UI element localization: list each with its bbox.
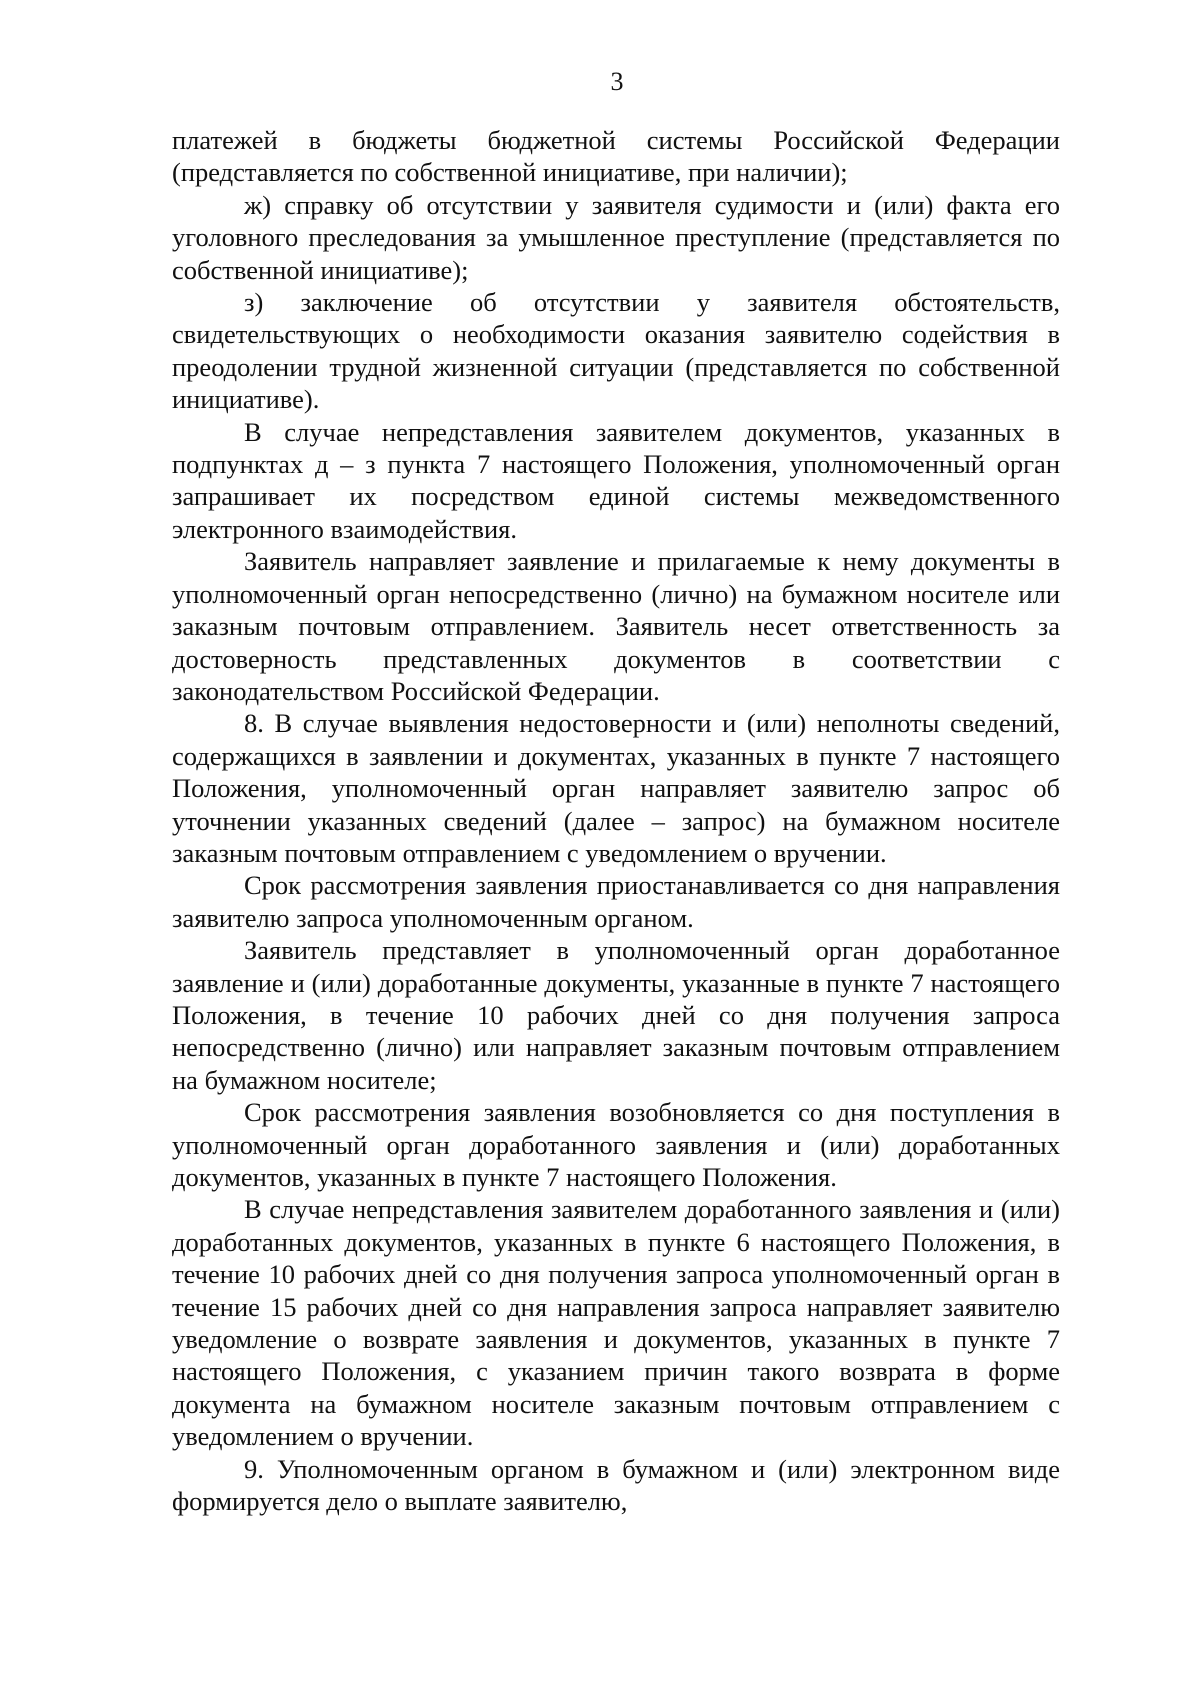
paragraph-item-zh: ж) справку об отсутствии у заявителя судимости и (или) факта его уголовного преследования за умышленное преступление (представляется по собственной инициативе);: [172, 189, 1060, 285]
document-body: [172, 124, 1060, 1517]
page-number: 3: [610, 67, 624, 96]
paragraph-suspension: Срок рассмотрения заявления приостанавливается со дня направления заявителю запроса уполномоченным органом.: [172, 870, 1060, 933]
paragraph-item-z: з) заключение об отсутствии у заявителя обстоятельств, свидетельствующих о необходимости оказания заявителю содействия в преодолении трудной жизненной ситуации (представляется по собственной инициативе).: [172, 287, 1060, 415]
paragraph-revised-submission: Заявитель представляет в уполномоченный орган доработанное заявление и (или) доработанные документы, указанные в пункте 7 настоящего Положения, в течение 10 рабочих дней со дня получения запроса непосредственно (лично) или направляет заказным почтовым отправлением на бумажном носителе;: [172, 935, 1060, 1095]
paragraph-interagency-request: В случае непредставления заявителем документов, указанных в подпунктах д – з пункта 7 настоящего Положения, уполномоченный орган запрашивает их посредством единой системы межведомственного электронного взаимодействия.: [172, 416, 1060, 544]
paragraph-resumption: Срок рассмотрения заявления возобновляется со дня поступления в уполномоченный орган доработанного заявления и (или) доработанных документов, указанных в пункте 7 настоящего Положения.: [172, 1097, 1060, 1192]
paragraph-clause-9: 9. Уполномоченным органом в бумажном и (или) электронном виде формируется дело о выплате заявителю,: [172, 1453, 1060, 1517]
paragraph-clause-8: 8. В случае выявления недостоверности и (или) неполноты сведений, содержащихся в заявлении и документах, указанных в пункте 7 настоящего Положения, уполномоченный орган направляет заявителю запрос об уточнении указанных сведений (далее – запрос) на бумажном носителе заказным почтовым отправлением с уведомлением о вручении.: [172, 708, 1060, 868]
paragraph-continuation: платежей в бюджеты бюджетной системы Российской Федерации (представляется по собственной инициативе, при наличии);: [172, 125, 1060, 188]
paragraph-return-notice: В случае непредставления заявителем доработанного заявления и (или) доработанных документов, указанных в пункте 6 настоящего Положения, в течение 10 рабочих дней со дня получения запроса уполномоченный орган в течение 15 рабочих дней со дня направления запроса направляет заявителю уведомление о возврате заявления и документов, указанных в пункте 7 настоящего Положения, с указанием причин такого возврата в форме документа на бумажном носителе заказным почтовым отправлением с уведомлением о вручении.: [172, 1194, 1060, 1452]
paragraph-submission: Заявитель направляет заявление и прилагаемые к нему документы в уполномоченный орган непосредственно (лично) на бумажном носителе или заказным почтовым отправлением. Заявитель несет ответственность за достоверность представленных документов в соответствии с законодательством Российской Федерации.: [172, 546, 1060, 706]
